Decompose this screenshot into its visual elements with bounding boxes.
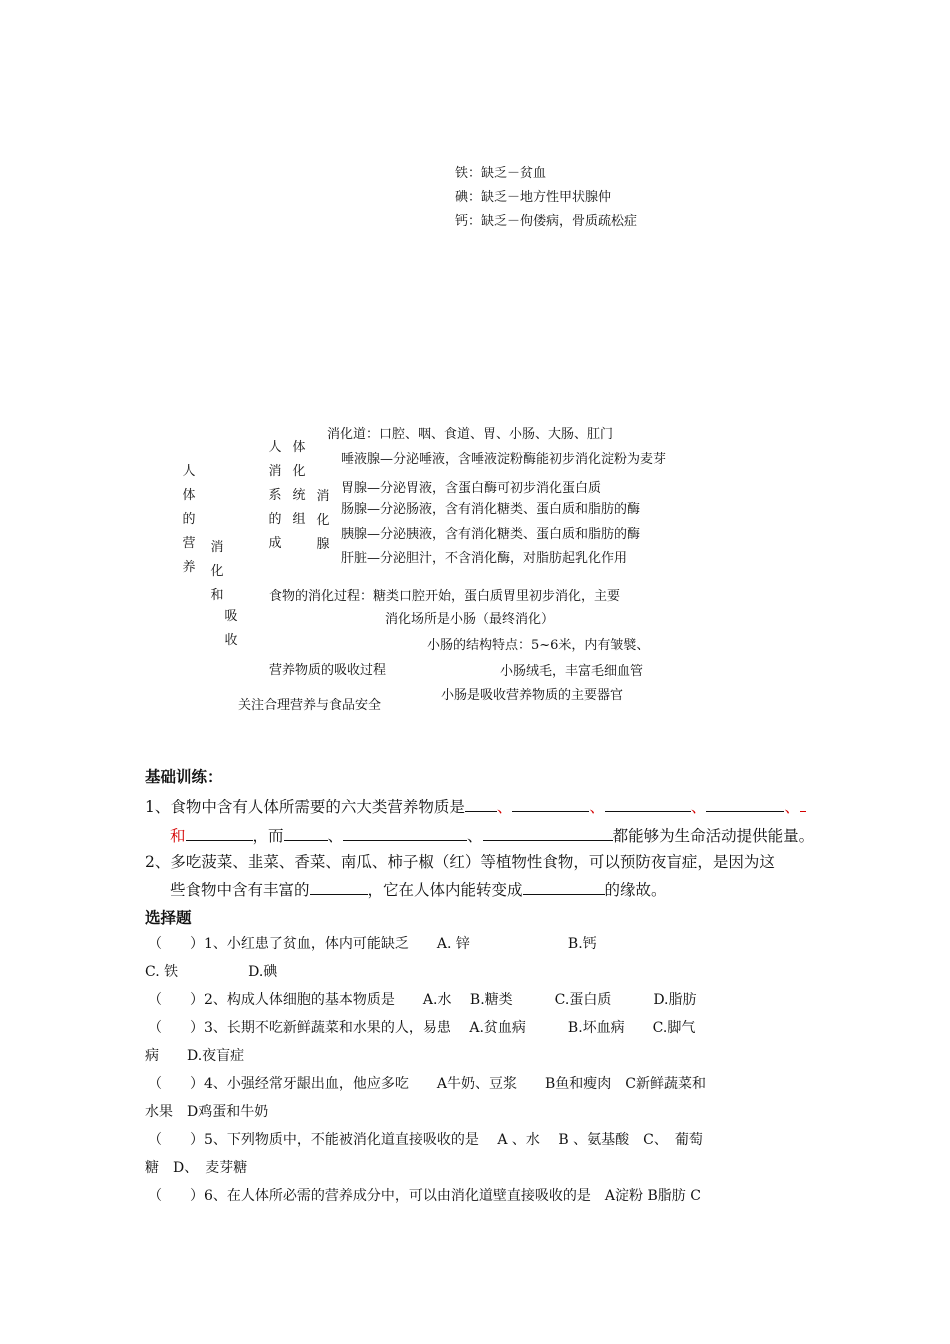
- choice-heading: 选择题: [145, 909, 192, 927]
- q2-blank-2[interactable]: [523, 880, 605, 895]
- choice-q1-options: C. 铁 D.碘: [145, 964, 278, 980]
- choice-q5: （ ）5、下列物质中，不能被消化道直接吸收的是 A 、水 B 、氨基酸 C、 葡萄: [148, 1132, 703, 1148]
- question-2-line1: 2、多吃菠菜、韭菜、香菜、南瓜、柿子椒（红）等植物性食物，可以预防夜盲症，是因为这: [145, 853, 775, 871]
- choice-q4-options: 水果 D鸡蛋和牛奶: [145, 1104, 269, 1120]
- mineral-iron: 铁：缺乏－贫血: [455, 166, 547, 181]
- outline-digestion-absorption: 消化和: [210, 540, 224, 603]
- mineral-calcium: 钙：缺乏－佝偻病，骨质疏松症: [455, 214, 638, 229]
- q1-blank-4[interactable]: [706, 797, 784, 812]
- q2-blank-1[interactable]: [310, 880, 368, 895]
- q1-sep-b: 、: [327, 827, 344, 845]
- q1-blank-6[interactable]: [186, 826, 253, 841]
- choice-q3-options: 病 D.夜盲症: [145, 1048, 245, 1064]
- question-2-line2: [170, 880, 667, 900]
- q1-blank-5[interactable]: [800, 797, 806, 812]
- small-intestine-main-organ: 小肠是吸收营养物质的主要器官: [441, 688, 624, 703]
- small-intestine-structure-line2: 小肠绒毛，丰富毛细血管: [500, 664, 644, 679]
- basic-training-heading: 基础训练：: [145, 768, 223, 786]
- q1-sep-c: 、: [467, 827, 483, 845]
- mineral-iodine: 碘：缺乏－地方性甲状腺仲: [455, 190, 612, 205]
- q2-text-b: 些食物中含有丰富的: [170, 881, 310, 899]
- gland-salivary: 唾液腺—分泌唾液，含唾液淀粉酶能初步消化淀粉为麦芽: [341, 452, 667, 467]
- digestive-tract: 消化道：口腔、咽、食道、胃、小肠、大肠、肛门: [327, 427, 614, 442]
- outline-system-col-a: 人消系的成: [268, 440, 282, 551]
- gland-gastric: 胃腺—分泌胃液，含蛋白酶可初步消化蛋白质: [341, 481, 602, 496]
- nutrition-food-safety: 关注合理营养与食品安全: [238, 698, 382, 713]
- q1-and: 和: [170, 827, 186, 845]
- q1-text-b: ，而: [252, 827, 284, 845]
- outline-human-nutrition: 人体的营养: [182, 464, 196, 575]
- q1-blank-2[interactable]: [512, 797, 589, 812]
- gland-pancreas: 胰腺—分泌胰液，含有消化糖类、蛋白质和脂肪的酶: [341, 527, 641, 542]
- q1-sep: 、: [589, 798, 605, 816]
- q2-text-c: ，它在人体内能转变成: [367, 881, 523, 899]
- small-intestine-structure-line1: 小肠的结构特点：5~6米，内有皱襞、: [427, 638, 650, 653]
- choice-q4: （ ）4、小强经常牙龈出血，他应多吃 A牛奶、豆浆 B鱼和瘦肉 C新鲜蔬菜和: [148, 1076, 707, 1092]
- q1-sep: 、: [690, 798, 707, 816]
- q1-text: 1、食物中含有人体所需要的六大类营养物质是: [145, 798, 465, 816]
- choice-q5-options: 糖 D、 麦芽糖: [145, 1160, 248, 1176]
- gland-liver: 肝脏—分泌胆汁，不含消化酶，对脂肪起乳化作用: [341, 551, 628, 566]
- q1-blank-1[interactable]: [465, 797, 497, 812]
- question-1-line2: [170, 826, 814, 846]
- q1-blank-7[interactable]: [284, 826, 328, 841]
- q1-text-c: 都能够为生命活动提供能量。: [612, 827, 815, 845]
- question-1-line1: [145, 797, 806, 817]
- choice-q2: （ ）2、构成人体细胞的基本物质是 A.水 B.糖类 C.蛋白质 D.脂肪: [148, 992, 697, 1008]
- q1-blank-9[interactable]: [483, 826, 613, 841]
- choice-q6: （ ）6、在人体所必需的营养成分中，可以由消化道壁直接吸收的是 A淀粉 B脂肪 C: [148, 1188, 701, 1204]
- absorption-process: 营养物质的吸收过程: [269, 663, 387, 678]
- q1-blank-8[interactable]: [343, 826, 467, 841]
- outline-system-col-b: 体化统组: [292, 440, 306, 527]
- choice-q3: （ ）3、长期不吃新鲜蔬菜和水果的人，易患 A.贫血病 B.坏血病 C.脚气: [148, 1020, 696, 1036]
- q1-blank-3[interactable]: [605, 797, 691, 812]
- q1-sep: 、: [496, 798, 513, 816]
- q2-text-d: 的缘故。: [604, 881, 667, 899]
- outline-absorption-label: 吸收: [224, 609, 238, 648]
- q1-sep: 、: [784, 798, 800, 816]
- gland-intestinal: 肠腺—分泌肠液，含有消化糖类、蛋白质和脂肪的酶: [341, 502, 641, 517]
- digestion-process-line1: 食物的消化过程：糖类口腔开始，蛋白质胃里初步消化，主要: [269, 589, 621, 604]
- outline-glands-label: 消化腺: [316, 489, 330, 552]
- choice-q1: （ ）1、小红患了贫血，体内可能缺乏 A. 锌 B.钙: [148, 936, 597, 952]
- digestion-process-line2: 消化场所是小肠（最终消化）: [385, 612, 555, 627]
